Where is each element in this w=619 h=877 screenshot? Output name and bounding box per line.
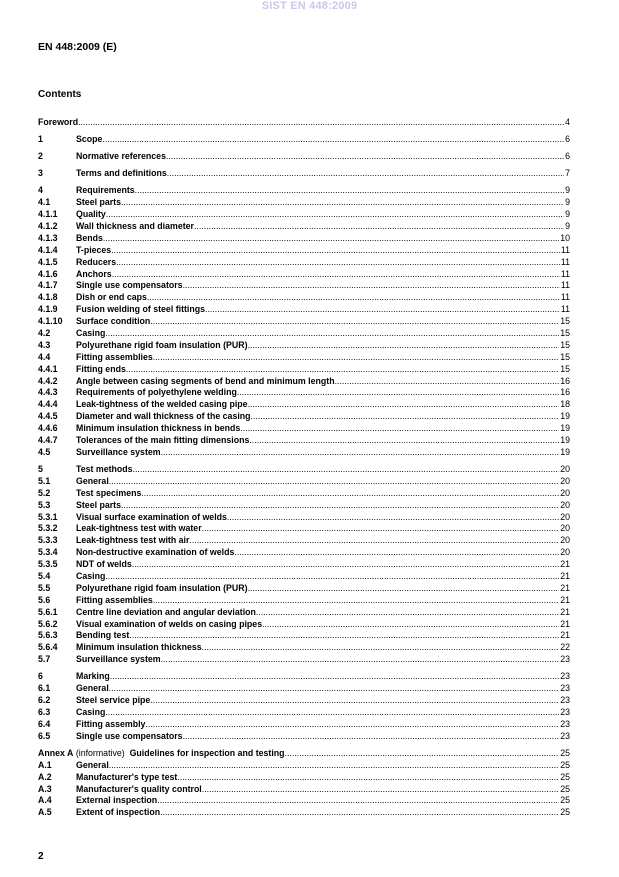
document-code: EN 448:2009 (E) <box>38 41 117 53</box>
toc-entry-number: 4.1.9 <box>38 304 58 315</box>
toc-entry-title: Manufacturer's type test <box>76 771 178 782</box>
toc-leader-dots <box>110 671 559 683</box>
contents-heading: Contents <box>38 89 82 100</box>
toc-entry-page: 15 <box>560 363 570 374</box>
toc-entry-page: 21 <box>560 630 570 641</box>
toc-entry-page: 21 <box>560 582 570 593</box>
toc-entry-page: 21 <box>560 618 570 629</box>
toc-entry[interactable] <box>38 340 570 352</box>
toc-entry[interactable] <box>38 523 570 535</box>
toc-entry-page: 25 <box>560 783 570 794</box>
annex-label: Annex A <box>38 747 74 758</box>
toc-annex-entry[interactable] <box>38 748 570 760</box>
toc-entry-number: 6.4 <box>38 718 51 729</box>
toc-entry-page: 25 <box>560 807 570 818</box>
toc-entry-page: 21 <box>560 594 570 605</box>
toc-annex-item[interactable] <box>38 795 570 807</box>
toc-entry-page: 19 <box>560 423 570 434</box>
toc-entry-page: 23 <box>560 706 570 717</box>
toc-entry-number: A.4 <box>38 795 52 806</box>
toc-leader-dots <box>112 269 560 281</box>
toc-entry-page: 23 <box>560 718 570 729</box>
toc-entry-number: 6 <box>38 671 43 682</box>
toc-leader-dots <box>150 316 559 328</box>
toc-entry-page: 11 <box>560 280 570 291</box>
toc-entry[interactable] <box>38 151 570 163</box>
toc-entry-page: 9 <box>565 209 570 220</box>
toc-entry-page: 20 <box>560 523 570 534</box>
toc-leader-dots <box>147 292 560 304</box>
toc-entry-number: 4.3 <box>38 339 51 350</box>
toc-entry-page: 9 <box>565 220 570 231</box>
toc-entry-title: Steel parts <box>76 197 121 208</box>
toc-entry[interactable] <box>38 583 570 595</box>
toc-entry-number: 6.1 <box>38 683 51 694</box>
toc-entry-title: T-pieces <box>76 244 112 255</box>
toc-entry-page: 22 <box>560 642 570 653</box>
toc-entry-page: 18 <box>560 399 570 410</box>
toc-leader-dots <box>78 117 564 129</box>
toc-leader-dots <box>240 423 559 435</box>
toc-entry-page: 25 <box>560 771 570 782</box>
toc-entry-number: 5.1 <box>38 475 51 486</box>
toc-leader-dots <box>194 221 564 233</box>
toc-entry-page: 20 <box>560 547 570 558</box>
toc-entry-page: 20 <box>560 463 570 474</box>
toc-entry-number: 5.6.3 <box>38 630 58 641</box>
toc-entry-title: Normative references <box>76 151 166 162</box>
toc-leader-dots <box>126 364 559 376</box>
toc-leader-dots <box>121 197 564 209</box>
toc-entry-number: 5 <box>38 463 43 474</box>
toc-entry-number: A.1 <box>38 759 52 770</box>
toc-entry[interactable] <box>38 642 570 654</box>
toc-entry-title: Terms and definitions <box>76 168 167 179</box>
toc-entry[interactable] <box>38 488 570 500</box>
toc-leader-dots <box>102 134 564 146</box>
toc-entry-title: Fitting ends <box>76 363 126 374</box>
toc-entry[interactable] <box>38 559 570 571</box>
toc-entry[interactable] <box>38 619 570 631</box>
toc-entry-title: Leak-tightness test with water <box>76 523 202 534</box>
toc-entry-number: 4.1.4 <box>38 244 58 255</box>
toc-leader-dots <box>249 435 559 447</box>
toc-entry-title: Visual examination of welds on casing pipes <box>76 618 263 629</box>
toc-entry[interactable] <box>38 683 570 695</box>
toc-entry[interactable] <box>38 464 570 476</box>
toc-entry[interactable] <box>38 719 570 731</box>
toc-entry-title: Casing <box>76 706 106 717</box>
toc-entry-title: External inspection <box>76 795 158 806</box>
toc-entry-number: 4.1.6 <box>38 268 58 279</box>
watermark: SIST EN 448:2009 <box>261 0 358 12</box>
toc-leader-dots <box>251 411 560 423</box>
toc-entry-title: Centre line deviation and angular deviation <box>76 606 256 617</box>
toc-entry-number: 5.6 <box>38 594 51 605</box>
toc-leader-dots <box>116 257 560 269</box>
toc-entry-title: Wall thickness and diameter <box>76 220 194 231</box>
toc-leader-dots <box>202 642 560 654</box>
toc-entry[interactable] <box>38 411 570 423</box>
toc-leader-dots <box>161 654 560 666</box>
toc-entry-title: Bending test <box>76 630 130 641</box>
toc-leader-dots <box>335 376 560 388</box>
toc-entry-number: 6.5 <box>38 730 51 741</box>
toc-leader-dots <box>105 571 559 583</box>
toc-leader-dots <box>237 387 559 399</box>
toc-entry-page: 23 <box>560 654 570 665</box>
toc-entry-number: 4.4.1 <box>38 363 58 374</box>
toc-entry[interactable] <box>38 535 570 547</box>
toc-entry-page: 11 <box>560 292 570 303</box>
toc-entry[interactable] <box>38 387 570 399</box>
toc-leader-dots <box>109 476 559 488</box>
toc-entry-page: 23 <box>560 730 570 741</box>
toc-entry[interactable] <box>38 328 570 340</box>
toc-entry[interactable] <box>38 304 570 316</box>
toc-entry-number: 5.6.4 <box>38 642 58 653</box>
toc-entry-page: 21 <box>560 571 570 581</box>
toc-entry-title: Test methods <box>76 463 133 474</box>
toc-leader-dots <box>153 595 559 607</box>
toc-entry-number: 4 <box>38 185 43 196</box>
toc-annex-item[interactable] <box>38 784 570 796</box>
toc-entry-page: 23 <box>560 671 570 682</box>
toc-entry-title: Fusion welding of steel fittings <box>76 304 206 315</box>
toc-entry[interactable] <box>38 117 570 129</box>
toc-entry[interactable] <box>38 423 570 435</box>
toc-entry-title: Polyurethane rigid foam insulation (PUR) <box>76 582 248 593</box>
toc-entry-number: 5.3.2 <box>38 523 58 534</box>
toc-entry-page: 6 <box>565 134 570 145</box>
toc-entry-number: 4.4.5 <box>38 411 58 422</box>
toc-leader-dots <box>248 583 560 595</box>
toc-entry[interactable] <box>38 595 570 607</box>
toc-entry-number: 5.3.1 <box>38 511 58 522</box>
toc-entry[interactable] <box>38 476 570 488</box>
toc-leader-dots <box>109 683 559 695</box>
toc-entry-page: 15 <box>560 328 570 338</box>
toc-entry[interactable] <box>38 512 570 524</box>
toc-entry-page: 11 <box>560 244 570 255</box>
toc-leader-dots <box>248 340 560 352</box>
toc-leader-dots <box>133 464 560 476</box>
toc-entry-title: Fitting assembly <box>76 718 146 729</box>
toc-entry-title: Surface condition <box>76 316 151 327</box>
toc-entry-number: 4.1.5 <box>38 256 58 267</box>
toc-entry-page: 19 <box>560 411 570 422</box>
toc-entry-title: Surveillance system <box>76 446 161 457</box>
toc-leader-dots <box>248 399 560 411</box>
toc-entry-number: A.2 <box>38 771 52 782</box>
table-of-contents <box>38 117 570 819</box>
toc-entry-page: 25 <box>560 795 570 806</box>
toc-entry-page: 23 <box>560 695 570 706</box>
toc-entry-number: 5.6.2 <box>38 618 58 629</box>
toc-entry-title: Leak-tightness test with air <box>76 535 190 546</box>
toc-entry[interactable] <box>38 316 570 328</box>
toc-entry-page: 15 <box>560 316 570 327</box>
toc-entry-number: 4.1.10 <box>38 316 63 327</box>
toc-entry-title: Scope <box>76 134 103 145</box>
toc-leader-dots <box>160 807 559 819</box>
toc-entry-title: General <box>76 475 109 486</box>
toc-entry-number: 2 <box>38 151 43 162</box>
toc-entry-title: Requirements <box>76 185 135 196</box>
toc-entry[interactable] <box>38 257 570 269</box>
toc-entry-title: Polyurethane rigid foam insulation (PUR) <box>76 339 248 350</box>
toc-entry[interactable] <box>38 447 570 459</box>
toc-entry-title: Single use compensators <box>76 730 183 741</box>
toc-entry-number: A.3 <box>38 783 52 794</box>
toc-entry-number: 4.1.7 <box>38 280 58 291</box>
toc-entry-title: Casing <box>76 571 106 581</box>
toc-leader-dots <box>132 559 559 571</box>
toc-entry-title: General <box>76 759 109 770</box>
toc-entry-page: 21 <box>560 606 570 617</box>
toc-leader-dots <box>141 488 559 500</box>
toc-entry[interactable] <box>38 185 570 197</box>
toc-entry-title: Single use compensators <box>76 280 183 291</box>
toc-entry[interactable] <box>38 134 570 146</box>
toc-entry-number: 6.3 <box>38 706 51 717</box>
toc-entry[interactable] <box>38 168 570 180</box>
toc-entry-page: 25 <box>560 759 570 770</box>
toc-entry-title: Test specimens <box>76 487 142 498</box>
toc-leader-dots <box>105 328 559 340</box>
toc-leader-dots <box>167 168 564 180</box>
toc-entry[interactable] <box>38 731 570 743</box>
toc-leader-dots <box>135 185 564 197</box>
toc-entry[interactable] <box>38 221 570 233</box>
toc-entry-title: NDT of welds <box>76 559 132 570</box>
toc-entry-page: 11 <box>560 256 570 267</box>
toc-entry-number: 4.1.8 <box>38 292 58 303</box>
toc-entry-page: 25 <box>560 747 570 758</box>
toc-entry-title: Manufacturer's quality control <box>76 783 202 794</box>
toc-entry-title: Diameter and wall thickness of the casing <box>76 411 251 422</box>
toc-entry[interactable] <box>38 654 570 666</box>
toc-entry-page: 19 <box>560 435 570 446</box>
toc-annex-item[interactable] <box>38 807 570 819</box>
toc-entry-title: Fitting assemblies <box>76 594 153 605</box>
toc-leader-dots <box>202 523 560 535</box>
toc-entry-title: Steel parts <box>76 499 121 510</box>
toc-entry-title: Steel service pipe <box>76 695 151 706</box>
toc-leader-dots <box>106 209 564 221</box>
toc-entry[interactable] <box>38 352 570 364</box>
toc-annex-item[interactable] <box>38 772 570 784</box>
toc-entry-title: Surveillance system <box>76 654 161 665</box>
toc-entry[interactable] <box>38 707 570 719</box>
toc-entry-title: Visual surface examination of welds <box>76 511 227 522</box>
toc-entry[interactable] <box>38 292 570 304</box>
toc-leader-dots <box>234 547 559 559</box>
toc-leader-dots <box>205 304 560 316</box>
toc-entry[interactable] <box>38 209 570 221</box>
toc-entry-page: 15 <box>560 351 570 362</box>
toc-entry[interactable] <box>38 376 570 388</box>
toc-entry[interactable] <box>38 630 570 642</box>
toc-entry[interactable] <box>38 607 570 619</box>
toc-entry-page: 7 <box>565 168 570 179</box>
toc-entry-title: General <box>76 683 109 694</box>
toc-entry-page: 20 <box>560 475 570 486</box>
toc-entry[interactable] <box>38 280 570 292</box>
toc-leader-dots <box>121 500 559 512</box>
toc-leader-dots <box>166 151 564 163</box>
toc-entry-title: Fitting assemblies <box>76 351 153 362</box>
toc-leader-dots <box>183 731 560 743</box>
toc-entry-number: 5.4 <box>38 571 51 581</box>
toc-entry[interactable] <box>38 671 570 683</box>
toc-entry-title: Marking <box>76 671 110 682</box>
toc-annex-item[interactable] <box>38 760 570 772</box>
toc-entry-number: 3 <box>38 168 43 179</box>
toc-leader-dots <box>285 748 560 760</box>
toc-entry-title: Casing <box>76 328 106 338</box>
toc-entry-number: 5.5 <box>38 582 51 593</box>
toc-entry-number: 4.4.6 <box>38 423 58 434</box>
toc-entry-title: Foreword <box>38 117 79 127</box>
toc-entry-page: 11 <box>560 304 570 315</box>
toc-entry[interactable] <box>38 571 570 583</box>
toc-leader-dots <box>183 280 560 292</box>
toc-leader-dots <box>227 512 559 524</box>
toc-entry-number: 4.5 <box>38 446 51 457</box>
toc-entry[interactable] <box>38 197 570 209</box>
toc-entry-page: 16 <box>560 387 570 398</box>
toc-entry-number: 4.1.3 <box>38 232 58 243</box>
toc-entry-page: 20 <box>560 535 570 546</box>
toc-leader-dots <box>150 695 559 707</box>
toc-entry[interactable] <box>38 269 570 281</box>
toc-entry-number: 5.3.5 <box>38 559 58 570</box>
toc-leader-dots <box>189 535 559 547</box>
toc-entry-number: 5.3.4 <box>38 547 58 558</box>
toc-leader-dots <box>129 630 559 642</box>
toc-entry[interactable] <box>38 500 570 512</box>
toc-entry-number: A.5 <box>38 807 52 818</box>
toc-entry-title: Non-destructive examination of welds <box>76 547 235 558</box>
toc-entry-title: Extent of inspection <box>76 807 161 818</box>
toc-leader-dots <box>161 447 560 459</box>
toc-entry-number: 1 <box>38 134 43 145</box>
toc-entry-page: 20 <box>560 499 570 510</box>
toc-leader-dots <box>111 245 560 257</box>
toc-entry-title: Dish or end caps <box>76 292 147 303</box>
toc-entry-page: 10 <box>560 232 570 243</box>
toc-entry-page: 15 <box>560 339 570 350</box>
toc-entry[interactable] <box>38 695 570 707</box>
toc-entry-number: 5.3 <box>38 499 51 510</box>
toc-entry-title: Minimum insulation thickness <box>76 642 202 653</box>
toc-entry-title: Leak-tightness of the welded casing pipe <box>76 399 248 410</box>
toc-entry-page: 21 <box>560 559 570 570</box>
toc-entry[interactable] <box>38 435 570 447</box>
toc-leader-dots <box>145 719 559 731</box>
toc-entry-number: 4.4.7 <box>38 435 58 446</box>
toc-entry-number: 4.4.3 <box>38 387 58 398</box>
annex-title: Guidelines for inspection and testing <box>129 747 285 758</box>
toc-entry-number: 5.3.3 <box>38 535 58 546</box>
toc-leader-dots <box>105 707 559 719</box>
page-number: 2 <box>38 851 44 862</box>
toc-entry-page: 16 <box>560 375 570 386</box>
toc-entry-number: 4.1 <box>38 197 51 208</box>
toc-entry-title: Requirements of polyethylene welding <box>76 387 237 398</box>
toc-entry[interactable] <box>38 245 570 257</box>
toc-entry-number: 6.2 <box>38 695 51 706</box>
toc-leader-dots <box>109 760 559 772</box>
toc-entry-page: 4 <box>565 117 570 127</box>
toc-leader-dots <box>262 619 559 631</box>
toc-entry-number: 5.6.1 <box>38 606 58 617</box>
toc-entry-number: 4.4.4 <box>38 399 58 410</box>
toc-entry-title: Quality <box>76 209 106 220</box>
toc-entry-page: 9 <box>565 197 570 208</box>
toc-entry-number: 5.2 <box>38 487 51 498</box>
toc-entry-number: 5.7 <box>38 654 51 665</box>
toc-entry-number: 4.2 <box>38 328 51 338</box>
toc-entry[interactable] <box>38 364 570 376</box>
toc-entry[interactable] <box>38 547 570 559</box>
toc-entry-page: 23 <box>560 683 570 694</box>
toc-entry-title: Reducers <box>76 256 117 267</box>
toc-leader-dots <box>202 784 559 796</box>
toc-leader-dots <box>177 772 559 784</box>
toc-entry-title: Tolerances of the main fitting dimensions <box>76 435 250 446</box>
toc-entry-title: Anchors <box>76 268 112 279</box>
toc-entry-page: 20 <box>560 511 570 522</box>
toc-entry-page: 20 <box>560 487 570 498</box>
toc-entry-title: Minimum insulation thickness in bends <box>76 423 241 434</box>
toc-entry-page: 19 <box>560 446 570 457</box>
toc-leader-dots <box>256 607 559 619</box>
toc-entry[interactable] <box>38 233 570 245</box>
toc-entry-title: Bends <box>76 232 103 243</box>
toc-entry-number: 4.4 <box>38 351 51 362</box>
toc-leader-dots <box>153 352 559 364</box>
toc-entry-number: 4.4.2 <box>38 375 58 386</box>
toc-entry-number: 4.1.1 <box>38 209 58 220</box>
toc-entry-page: 6 <box>565 151 570 162</box>
toc-entry-page: 11 <box>560 268 570 279</box>
toc-entry[interactable] <box>38 399 570 411</box>
toc-leader-dots <box>103 233 559 245</box>
toc-leader-dots <box>157 795 559 807</box>
toc-entry-title: Angle between casing segments of bend and minimum length <box>76 375 335 386</box>
toc-entry-number: 4.1.2 <box>38 220 58 231</box>
annex-informative-note: (informative) <box>75 747 125 758</box>
toc-entry-page: 9 <box>565 185 570 196</box>
